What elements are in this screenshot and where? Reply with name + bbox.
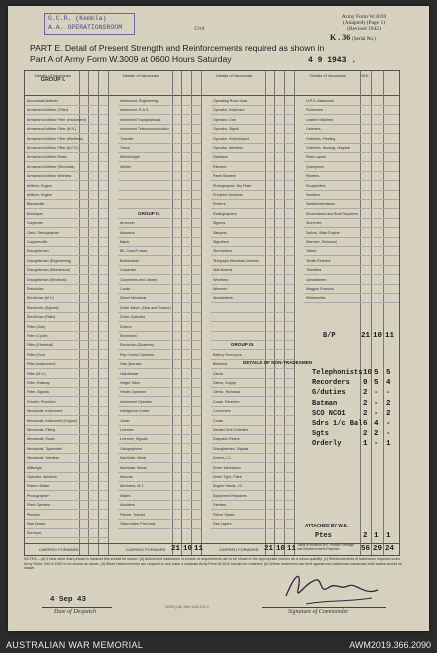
non-tradesman-ps: - (374, 440, 379, 449)
form-heading (30, 43, 414, 65)
group-3-row-29: Clerks (213, 371, 224, 376)
group-2-row-41: Mechanic, M.T. (120, 484, 145, 489)
cf3-ps: 10 (276, 545, 286, 553)
group-4-row-9: Roughriders (306, 183, 326, 188)
attached-row-ps: 1 (374, 532, 379, 540)
col-head-details-3: Details of Vacancies (216, 73, 252, 78)
group-2-row-6: Wheelwright (120, 155, 140, 160)
group-3-row-42: Equipment Repairers (213, 493, 247, 498)
group-4-row-19: Upholsterers (306, 277, 327, 282)
non-tradesman-rr: - (386, 420, 391, 428)
printer-imprint: 12/43 (Ltd) 25m 1/43 S.C.C. (165, 605, 210, 609)
dispatch-label: Date of Despatch (54, 609, 96, 615)
group-2-row-24: Drivers (120, 324, 132, 329)
group-1-row-12: Bricklayer (27, 211, 43, 216)
non-tradesman-we: 6 (363, 420, 368, 428)
group-3-row-35: Dental Clerk Orderlies (213, 428, 249, 432)
group-2-row-25: Electrician (120, 334, 137, 338)
group-2-row-4: Tinsmith (120, 136, 134, 141)
non-tradesman-label: Orderly (312, 440, 342, 449)
non-tradesman-ps: - (374, 409, 379, 418)
group-1-row-24: Fitter (Gas) (27, 324, 46, 329)
group-3-row-40: Driver Type, Plant (213, 475, 242, 479)
group-2-row-36: Linemen, Signals (120, 437, 148, 442)
non-tradesman-we: 1 (363, 440, 368, 449)
group-1-row-28: Fitter (Instrument) (27, 362, 56, 367)
group-3-row-14: Sawyers (213, 230, 227, 235)
group-2-row-19: Carpenters and Joiners (120, 277, 158, 282)
group-2-row-12: GROUP II. (138, 210, 160, 216)
group-4-row-16: Tailors (306, 249, 317, 254)
cf3-rr: 11 (287, 545, 297, 553)
non-tradesman-rr: - (386, 430, 391, 439)
non-tradesman-rr: 2 (386, 399, 391, 408)
group-2-row-14: Assessor (120, 230, 135, 235)
group-1-row-0: Accountant Artificer (27, 99, 58, 103)
group-1-row-29: Fitter (M.V.) (27, 371, 46, 376)
group-1-row-20: Electrician (27, 287, 44, 291)
group-4-row-21: Whitesmiths (306, 296, 326, 301)
group-3-row-36: Despatch Riders (213, 437, 240, 442)
col-head-we: W.E. (361, 73, 370, 78)
group-2-row-15: Baker (120, 240, 130, 244)
dispatch-date: 4 Sep 43 (50, 596, 87, 604)
group-2-row-1: Instrument, R.A.S. (120, 108, 150, 113)
group-1-row-14: Clerk, Stenographer (27, 230, 60, 235)
bp-ps: 10 (373, 332, 383, 340)
group-2-row-27: Pay Control Operator (120, 352, 154, 357)
group-2-row-18: Carpenter (120, 268, 136, 273)
attached-label: ATTACHED BY W.E. (305, 523, 349, 528)
group-2-row-32: Instrument Operator (120, 399, 153, 404)
heading-line-1: PART E. Detail of Present Strength and Reinforcements required as shown in (30, 43, 325, 53)
group-1-row-39: Millwright (27, 465, 42, 470)
strength-table (24, 70, 400, 556)
group-1-row-1: Armament Artificer (Fitter) (27, 108, 69, 113)
group-3-row-2: Operator, Line (213, 117, 236, 122)
group-2-row-44: Painter, Trained (120, 512, 146, 517)
bp-we: 21 (361, 332, 371, 340)
group-2-row-30: Height Taker (120, 381, 141, 385)
group-2-row-20: Cooks (120, 287, 131, 291)
group-1-row-40: Operator, Wireless (27, 475, 57, 479)
col-head-group-3 (206, 73, 262, 78)
carried-forward-1: CARRIED FORWARD (39, 547, 79, 552)
non-tradesman-rr: - (386, 389, 391, 398)
cf2-rr: 11 (194, 545, 204, 553)
group-1-row-45: Saw Doctor (27, 522, 46, 526)
group-1-row-11: Blacksmith (27, 202, 45, 207)
group-1-row-4: Armament Artificer Fitter (Wireless) (27, 136, 83, 141)
non-tradesman-label: Sdrs 1/c Bal (312, 420, 363, 428)
group-4-row-12: Shoemakers and Boot Repairers (306, 211, 359, 216)
group-3-row-41: Engine Hands, I.C. (213, 484, 244, 489)
group-4-row-4: Orderlies, Fleeting (306, 136, 336, 141)
group-1-row-26: Fitter (Electrical) (27, 343, 54, 348)
group-2-row-26: Electrician (Dualmen) (120, 343, 155, 348)
serial-number (330, 33, 376, 42)
group-2-row-45: Observation Post Asst. (120, 522, 157, 526)
group-1-row-15: Coppersmith (27, 240, 48, 244)
group-4-row-20: Waggon Erectors (306, 287, 334, 291)
group-1-row-6: Armament Artificer Radio (27, 155, 67, 160)
group-1-row-3: Armament Artificer Fitter (M.V.) (27, 127, 77, 132)
group-3-row-8: Panel Beaters (213, 174, 236, 179)
signature-line (262, 607, 386, 608)
col-head-group-label: GROUP I. (40, 77, 66, 83)
group-2-row-0: Instrument, Engineering (120, 99, 159, 103)
group-3-row-43: Fanders (213, 503, 227, 508)
group-2-row-28: Gas Operator (120, 362, 142, 367)
group-3-row-10: Predictor Numbers (213, 193, 243, 197)
non-tradesman-rr: 4 (386, 379, 391, 388)
group-3-row-7: Painters (213, 164, 227, 169)
group-4-row-11: Saddletreemakers (306, 202, 336, 207)
group-4-row-18: Tinsmiths (306, 268, 322, 273)
group-4-row-14: Sailors, State Engine (306, 230, 340, 235)
form-number-line-1: Army Form W.3010 (341, 14, 387, 20)
group-4-row-6: Plate Layers (306, 155, 326, 160)
group-2-row-43: Moulders (120, 503, 135, 508)
group-4-row-3: Listeners (306, 127, 321, 132)
group-3-row-37: Draughtsmen, Signals (213, 446, 249, 451)
group-1-row-34: Mechanist, Instrument (Engine) (27, 418, 77, 423)
bp-label: B/P (323, 332, 336, 340)
group-4-row-15: Starmen, Technical (306, 240, 337, 244)
group-3-row-34: Cooks (213, 418, 224, 423)
group-4-row-10: Saddlers (306, 193, 321, 197)
col-head-group-1 (27, 73, 79, 83)
form-number (322, 14, 406, 32)
group-1-row-42: Photographer (27, 493, 49, 498)
group-1-row-17: Draughtsman (Engineering) (27, 258, 72, 263)
non-tradesman-rr: 1 (386, 440, 391, 449)
group-1-row-7: Armament Artificer (Electrical) (27, 164, 75, 169)
group-2-row-5: Turner (120, 146, 131, 150)
form-number-line-2: (Adapted) (Page 1) (342, 20, 386, 26)
group-2-row-17: Boilermaker (120, 258, 140, 263)
group-1-row-32: Grinder, Precision (27, 399, 56, 404)
cf3-we: 21 (264, 545, 274, 553)
col-head-details-4: Details of Vacancies (310, 73, 346, 78)
group-3-row-19: Wheelers (213, 277, 229, 282)
form-notes: NOTES.—(a) If rank other than private is involved this should be shown. (b) Authorized tradesmen in excess of requirements are to be shown in the appropriate column as a minus quantity. (c) Reinforcements of tradesmen required under Army Order 240 of 1943 to be shown as above. (d) When reinforcements are required in any trade a separate Army Form W.3010 should be rendered. (e) Where tradesmen are held against non-tradesmen vacancies both trades should be shown. (24, 557, 403, 571)
unit-label: Unit (194, 26, 205, 32)
group-3-row-45: Gas Layers (213, 522, 232, 526)
group-3-row-21: Woodmillers (213, 296, 233, 301)
group-1-row-36: Mechanist, Radio (27, 437, 55, 442)
group-3-row-32: Coach Trimmers (213, 399, 240, 404)
group-1-row-8: Armament Artificer Wireless (27, 174, 72, 179)
group-1-row-46: Surveyor (27, 531, 42, 536)
carried-forward-3: CARRIED FORWARD (219, 547, 259, 552)
group-1-row-27: Fitter (Gun) (27, 352, 46, 357)
group-1-row-21: Electrician (M.V.) (27, 296, 55, 301)
totals-label: Totals of columns W.E. Present Strength and Reinforcements Required (297, 543, 355, 551)
group-3-row-1: Operator, Keyboard (213, 108, 245, 113)
group-2-row-21: Diesel Mechanic (120, 296, 147, 301)
group-3-row-26: GROUP III. (231, 342, 255, 348)
group-4-row-5: Orderlies, Nursing, Hospital (306, 146, 350, 150)
serial-value: K . 36 (330, 33, 351, 42)
stamp-line-1: G.C.R. (Kembla) (48, 15, 107, 22)
group-4-row-7: Quarrymen (306, 164, 324, 169)
non-tradesman-we: 2 (363, 389, 368, 398)
group-3-row-31: Clerks, Technical (213, 390, 241, 395)
form-number-line-3: (Revised 1942) (347, 26, 381, 32)
group-2-row-23: Driver-Operator (120, 315, 145, 320)
group-1-row-44: Plumber (27, 512, 41, 517)
group-2-row-7: Welder (120, 164, 132, 169)
group-1-row-19: Draughtsman (Electrical) (27, 277, 67, 282)
group-3-row-33: Concreters (213, 409, 231, 414)
group-3-tail-label: DETAILS OF NON-TRADESMEN (243, 360, 313, 365)
group-3-row-12: Radiographers (213, 211, 237, 216)
group-2-row-22: Driver-Mech. (Tank and Tractor) (120, 305, 171, 310)
cf4-ps: 29 (373, 545, 383, 553)
group-1-row-41: Pattern Maker (27, 484, 50, 489)
group-1-row-37: Mechanist, Typewriter (27, 446, 62, 451)
stamp-line-2: A.A. OPERATIONSROOM (48, 24, 123, 31)
group-2-row-3: Instrument Telecommunication (120, 127, 169, 132)
group-3-row-38: Drivers, I.C. (213, 456, 232, 461)
group-3-row-0: Operating Room Asst. (213, 99, 249, 103)
group-1-row-16: Draughtsman (27, 249, 49, 254)
group-2-row-16: Blt. Cons/Fr Asst. (120, 249, 148, 254)
group-3-row-27: Battery Surveyors (213, 352, 242, 357)
group-3-row-11: Printers (213, 202, 226, 207)
non-tradesman-we: 10 (363, 369, 373, 377)
group-1-row-2: Armament Artificer Fitter (Instrument) (27, 117, 87, 122)
group-3-row-30: Clerks, Supply (213, 381, 237, 385)
non-tradesman-ps: - (374, 399, 379, 408)
group-3-row-16: Storewriters (213, 249, 233, 254)
group-4-row-1: Fishermen (306, 108, 323, 113)
credit-institution: AUSTRALIAN WAR MEMORIAL (6, 640, 144, 650)
group-1-row-9: Artificer, Engine (27, 183, 53, 188)
non-tradesman-label: Telephonists (312, 369, 363, 377)
group-3-row-9: Photographer, Dry Plate (213, 183, 252, 188)
group-3-row-15: Signallers (213, 240, 229, 244)
group-1-row-5: Armament Artificer Fitter (A.F.V.) (27, 146, 79, 150)
group-1-row-43: Plant Operator (27, 503, 51, 508)
group-3-row-4: Operator, Switchboard (213, 136, 249, 141)
cf4-we: 56 (361, 545, 371, 553)
group-3-row-5: Operator, Wireless (213, 146, 243, 150)
non-tradesman-we: 2 (363, 409, 368, 418)
group-4-row-17: Textile Refiners (306, 258, 331, 263)
non-tradesman-we: 9 (363, 379, 368, 388)
report-date: 4 9 1943 . (308, 56, 357, 65)
carried-forward-2: CARRIED FORWARD (126, 547, 166, 552)
group-2-row-2: Instrument Topographical (120, 117, 161, 122)
group-4-row-0: O.P.O. Assessors (306, 99, 334, 103)
col-head-group-2 (113, 73, 169, 78)
heading-line-2: Part A of Army Form W.3009 at 0600 Hours Saturday (30, 54, 232, 64)
group-2-row-40: Masons (120, 475, 133, 479)
group-4-row-8: Riveters (306, 174, 320, 179)
group-3-row-28: Butchers (213, 362, 228, 367)
group-2-row-37: Lithographers (120, 446, 142, 451)
non-tradesman-label: Sgts (312, 430, 329, 439)
group-1-row-31: Fitter, Signals (27, 390, 49, 395)
group-1-row-35: Mechanist, Fitting (27, 428, 56, 432)
attached-row-we: 2 (363, 532, 368, 540)
group-1-row-38: Mechanist, Wireless (27, 456, 60, 461)
non-tradesman-label: Batman (312, 399, 338, 408)
col-head-group-4 (299, 73, 357, 78)
group-3-row-39: Driver Mechanics (213, 465, 241, 470)
attached-row-label: Ptes (315, 532, 332, 540)
non-tradesman-we: 2 (363, 430, 368, 439)
cf2-ps: 10 (183, 545, 193, 553)
non-tradesman-label: SCO NCO1 (312, 409, 346, 418)
group-2-row-42: Millers (120, 493, 131, 498)
group-1-row-30: Fitter, Railway (27, 381, 50, 385)
non-tradesman-ps: 5 (374, 379, 379, 388)
non-tradesman-rr: 2 (386, 409, 391, 418)
non-tradesman-ps: 5 (374, 369, 379, 377)
group-2-row-39: Machinist, Wood (120, 465, 147, 470)
group-1-row-13: Carpenter (27, 221, 43, 226)
non-tradesman-ps: 2 (374, 430, 379, 439)
group-4-row-13: Storemen (306, 221, 322, 226)
group-3-row-13: Signers (213, 221, 226, 226)
cf2-we: 21 (171, 545, 181, 553)
group-3-row-6: Opticians (213, 155, 228, 160)
group-1-row-33: Mechanist, Instrument (27, 409, 63, 414)
group-2-row-13: Armourer (120, 221, 135, 226)
non-tradesman-ps: - (374, 389, 379, 398)
non-tradesman-ps: 4 (374, 420, 379, 428)
serial-label: (Serial No.) (352, 37, 376, 42)
non-tradesman-label: Recorders (312, 379, 350, 388)
group-1-row-25: Fitter (Cycle) (27, 334, 48, 338)
group-3-row-44: Fitters' Mates (213, 512, 235, 517)
col-head-details-2: Details of Vacancies (123, 73, 159, 78)
group-4-row-2: Leather Stitchers (306, 117, 334, 122)
group-2-row-38: Machinist, Metal (120, 456, 146, 461)
unit-stamp (44, 13, 135, 35)
group-2-row-29: Hairdresser (120, 371, 139, 376)
group-1-row-18: Draughtsman (Mechanical) (27, 268, 71, 273)
group-3-row-3: Operator, Signal (213, 127, 239, 132)
bp-rr: 11 (385, 332, 395, 340)
col-head-details: Details of Vacancies (35, 73, 71, 78)
commander-signature-icon (276, 566, 386, 610)
cf4-rr: 24 (385, 545, 395, 553)
non-tradesman-we: 2 (363, 399, 368, 408)
group-3-row-17: Telegraph Electrical Linemen (213, 258, 260, 263)
non-tradesman-label: G/duties (312, 389, 346, 398)
group-3-row-18: Wall Boards (213, 268, 233, 273)
group-2-row-31: Heater Operator (120, 390, 146, 395)
non-tradesman-rr: 5 (386, 369, 391, 377)
group-3-row-20: Wiremen (213, 287, 228, 291)
group-2-row-35: Linemen (120, 428, 134, 432)
dispatch-line (42, 607, 112, 608)
group-2-row-34: Joiner (120, 418, 130, 423)
credit-accession: AWM2019.366.2090 (349, 640, 431, 650)
attached-row-rr: 1 (386, 532, 391, 540)
group-1-row-10: Artificer, Engine (27, 193, 53, 197)
group-1-row-22: Electrician (Signals) (27, 305, 59, 310)
group-1-row-23: Electrician (Fitter) (27, 315, 56, 320)
group-2-row-33: Intelligence Duties (120, 409, 150, 414)
signature-label: Signature of Commander (288, 609, 349, 615)
